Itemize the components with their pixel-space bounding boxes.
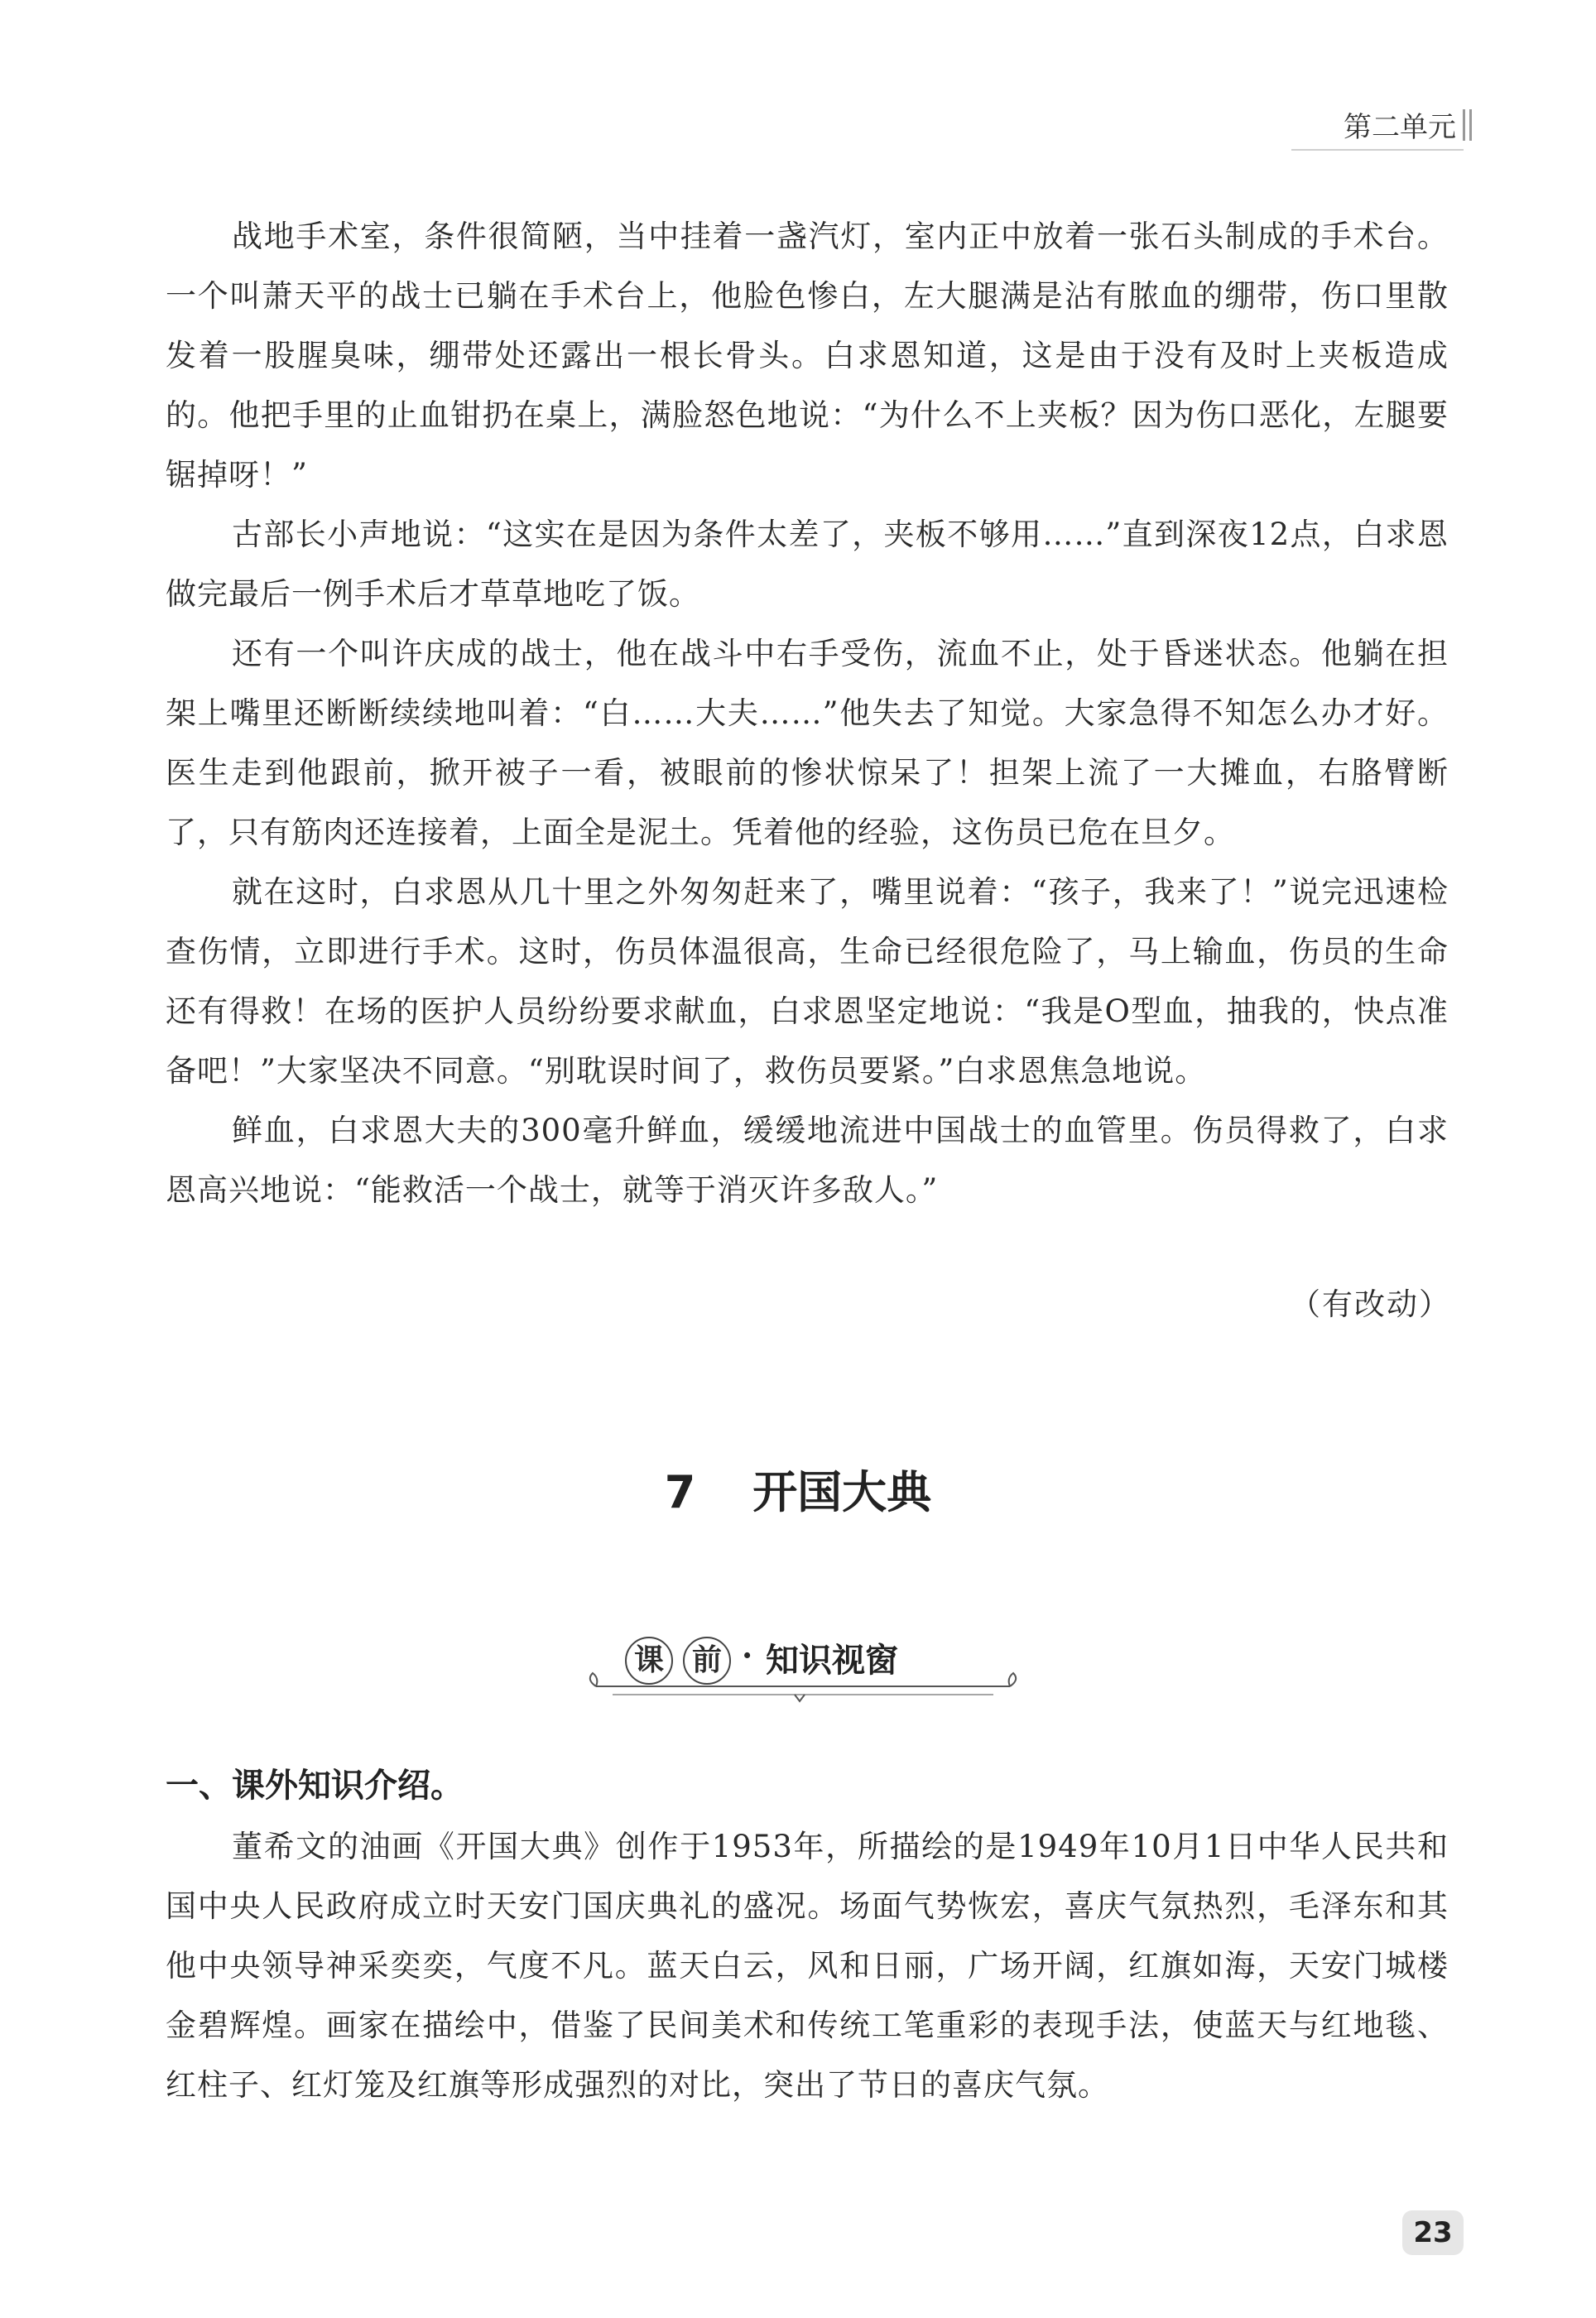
unit-divider-bars xyxy=(1463,109,1472,141)
lesson-number: 7 xyxy=(664,1466,696,1518)
story-paragraph: 就在这时，白求恩从几十里之外匆匆赶来了，嘴里说着：“孩子，我来了！”说完迅速检查伤情，立即进行手术。这时，伤员体温很高，生命已经很危险了，马上输血，伤员的生命还有得救！在场的医护人员纷纷要求献血，白求恩坚定地说：“我是O型血，抽我的，快点准备吧！”大家坚决不同意。“别耽误时间了，救伤员要紧。”白求恩焦急地说。 xyxy=(166,874,1449,1089)
revision-note: （有改动） xyxy=(1290,1286,1451,1322)
lesson-title xyxy=(0,1457,1596,1521)
story-text xyxy=(166,207,1449,1220)
lesson-title-text: 开国大典 xyxy=(752,1466,932,1518)
section-heading: 一、课外知识介绍。 xyxy=(166,1767,464,1805)
banner-title: 知识视窗 xyxy=(766,1642,898,1680)
unit-header xyxy=(1344,104,1472,145)
story-paragraph: 古部长小声地说：“这实在是因为条件太差了，夹板不够用……”直到深夜12点，白求恩做完最后一例手术后才草草地吃了饭。 xyxy=(166,517,1449,612)
section-banner xyxy=(579,1635,1026,1718)
banner-char-2: 前 xyxy=(683,1637,731,1685)
intro-text xyxy=(166,1817,1449,2115)
page-number: 23 xyxy=(1402,2210,1464,2255)
unit-label: 第二单元 xyxy=(1344,111,1456,144)
intro-paragraph: 董希文的油画《开国大典》创作于1953年，所描绘的是1949年10月1日中华人民共和国中央人民政府成立时天安门国庆典礼的盛况。场面气势恢宏，喜庆气氛热烈，毛泽东和其他中央领导神采奕奕，气度不凡。蓝天白云，风和日丽，广场开阔，红旗如海，天安门城楼金碧辉煌。画家在描绘中，借鉴了民间美术和传统工笔重彩的表现手法，使蓝天与红地毯、红柱子、红灯笼及红旗等形成强烈的对比，突出了节日的喜庆气氛。 xyxy=(166,1829,1449,2103)
header-rule xyxy=(1291,149,1464,151)
story-paragraph: 还有一个叫许庆成的战士，他在战斗中右手受伤，流血不止，处于昏迷状态。他躺在担架上嘴里还断断续续地叫着：“白……大夫……”他失去了知觉。大家急得不知怎么办才好。医生走到他跟前，掀开被子一看，被眼前的惨状惊呆了！担架上流了一大摊血，右胳臂断了，只有筋肉还连接着，上面全是泥土。凭着他的经验，这伤员已危在旦夕。 xyxy=(166,636,1449,850)
banner-separator: · xyxy=(742,1637,753,1674)
story-paragraph: 鲜血，白求恩大夫的300毫升鲜血，缓缓地流进中国战士的血管里。伤员得救了，白求恩高兴地说：“能救活一个战士，就等于消灭许多敌人。” xyxy=(166,1113,1449,1208)
banner-char-1: 课 xyxy=(625,1637,673,1685)
story-paragraph: 战地手术室，条件很简陋，当中挂着一盏汽灯，室内正中放着一张石头制成的手术台。一个叫萧天平的战士已躺在手术台上，他脸色惨白，左大腿满是沾有脓血的绷带，伤口里散发着一股腥臭味，绷带处还露出一根长骨头。白求恩知道，这是由于没有及时上夹板造成的。他把手里的止血钳扔在桌上，满脸怒色地说：“为什么不上夹板？因为伤口恶化，左腿要锯掉呀！” xyxy=(166,219,1449,493)
